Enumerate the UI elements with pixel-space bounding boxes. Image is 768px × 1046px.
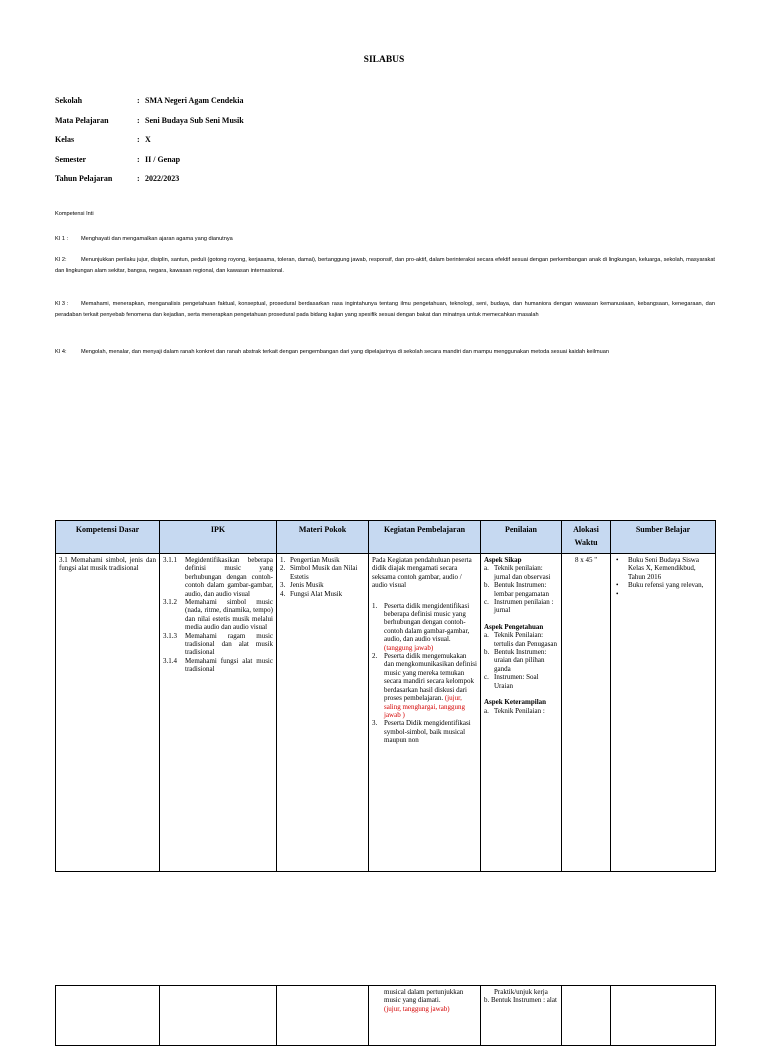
list-text: Jenis Musik <box>290 581 324 590</box>
list-item <box>280 581 365 589</box>
list-num: a. <box>484 706 489 715</box>
meta-colon: : <box>137 135 140 144</box>
ipk-item <box>163 598 273 632</box>
silabus-table <box>55 520 716 872</box>
list-text: Teknik penilaian: jurnal dan observasi <box>494 564 551 581</box>
meta-colon: : <box>137 154 140 164</box>
ki-text: Mengolah, menalar, dan menyaji dalam ranah konkret dan ranah abstrak terkait dengan pengembangan dari yang dipelajarinya di sekolah secara mandiri dan mampu menggunakan metoda sesuai kaidah keilmuan <box>81 349 610 355</box>
kegiatan-intro: Pada Kegiatan pendahuluan peserta didik diajak mengamati secara seksama contoh gambar, audio / audio visual <box>372 556 472 590</box>
ipk-item <box>163 657 273 674</box>
th-kegiatan: Kegiatan Pembelajaran <box>369 521 481 554</box>
kegiatan-step <box>372 719 477 744</box>
kegiatan-cell <box>369 986 481 1046</box>
list-num: 4. <box>280 589 286 598</box>
list-text: Teknik Penilaian: tertulis dan Penugasan <box>494 631 557 648</box>
alokasi-cell <box>562 986 611 1046</box>
meta-value: SMA Negeri Agam Cendekia <box>145 96 244 105</box>
step-num: 2. <box>372 652 378 661</box>
list-num: 1. <box>280 556 286 564</box>
list-item <box>484 598 558 615</box>
step-note: (jujur, saling menghargai, tanggung jawab ) <box>384 694 465 719</box>
meta-colon: : <box>137 174 140 183</box>
ipk-text: Megidentifikasikan beberapa definisi music yang berhubungan dengan contoh-contoh dalam gambar-gambar, audio, dan audio visual <box>185 556 273 598</box>
aspek-pengetahuan-title: Aspek Pengetahuan <box>484 622 544 631</box>
list-text: Instrumen: Soal Uraian <box>494 673 539 690</box>
silabus-table-continued <box>55 985 716 1046</box>
list-num: b. <box>484 581 490 590</box>
list-item <box>280 556 365 564</box>
list-num: c. <box>484 673 489 682</box>
ipk-num: 3.1.2 <box>163 598 177 607</box>
list-num: c. <box>484 598 489 607</box>
step-text: Peserta didik mengidentifikasi beberapa definisi music yang berhubungan dengan contoh-contoh dalam gambar-gambar, audio, dan audio visual. <box>384 601 470 644</box>
ki-label: KI 1 : <box>55 236 69 242</box>
penilaian-continued: Praktik/unjuk kerja <box>494 988 548 996</box>
meta-label: Kelas <box>55 135 75 144</box>
list-item <box>484 564 558 581</box>
kd-cell <box>56 986 160 1046</box>
kegiatan-step <box>372 652 477 719</box>
ki-2 <box>55 255 715 276</box>
ki-1 <box>55 234 715 245</box>
ipk-text: Memahami ragam music tradisional dan alat musik tradisional <box>185 631 273 657</box>
pengetahuan-list <box>484 631 558 690</box>
ipk-text: Memahami simbol music (nada, ritme, dinamika, tempo) dan nilai estetis musik melalui media audio dan audio visual <box>185 598 273 632</box>
keterampilan-list <box>484 707 558 715</box>
meta-row-tahun <box>55 174 244 194</box>
ipk-item <box>163 632 273 657</box>
ki-label: KI 3 : <box>55 301 69 307</box>
meta-value: II / Genap <box>145 154 181 164</box>
list-num: b. <box>484 648 490 657</box>
list-text: Instrumen penilaian : jurnal <box>494 598 554 615</box>
ipk-num: 3.1.4 <box>163 656 177 665</box>
list-item: • Buku Seni Budaya Siswa Kelas X, Kemendikbud, Tahun 2016 <box>614 556 712 581</box>
penilaian-cell <box>481 554 562 872</box>
ipk-num: 3.1.3 <box>163 631 177 640</box>
list-text: Fungsi Alat Musik <box>290 589 343 598</box>
meta-value: 2022/2023 <box>145 174 180 183</box>
step-note: (tanggung jawab) <box>384 643 434 652</box>
penilaian-continued: b. Bentuk Instrumen : alat <box>484 996 557 1005</box>
list-num: a. <box>484 631 489 640</box>
list-item <box>484 631 558 648</box>
ipk-text: Memahami fungsi alat music tradisional <box>185 656 273 674</box>
meta-row-sekolah <box>55 96 244 116</box>
list-text: Teknik Penilaian : <box>494 706 545 715</box>
list-num: 3. <box>280 581 286 590</box>
meta-value: Seni Budaya Sub Seni Musik <box>145 115 244 125</box>
ipk-cell <box>160 554 277 872</box>
sumber-cell <box>611 554 716 872</box>
th-materi-pokok: Materi Pokok <box>277 521 369 554</box>
step-num: 3. <box>372 719 378 728</box>
ipk-cell <box>160 986 277 1046</box>
th-kompetensi-dasar: Kompetensi Dasar <box>56 521 160 554</box>
list-item <box>484 673 558 690</box>
th-penilaian: Penilaian <box>481 521 562 554</box>
ki-label: KI 2: <box>55 257 67 263</box>
sumber-cell <box>611 986 716 1046</box>
list-item: • Buku refensi yang relevan, <box>614 581 712 589</box>
materi-list <box>280 556 365 598</box>
kegiatan-continued-note: (jujur, tanggung jawab) <box>384 1004 450 1013</box>
ipk-num: 3.1.1 <box>163 556 177 564</box>
meta-label: Semester <box>55 154 87 164</box>
materi-cell <box>277 986 369 1046</box>
ki-text: Menunjukkan perilaku jujur, disiplin, santun, peduli (gotong royong, kerjasama, toleran, damai), bertanggung jawab, responsif, dan pro-aktif, dalam berinteraksi secara efektif sesuai dengan perkembangan anak di lingkungan, keluarga, sekolah, masyarakat dan lingkungan alam sekitar, bangsa, negara, kawasan regional, dan kawasan internasional. <box>55 257 715 274</box>
th-alokasi: Alokasi Waktu <box>562 521 611 554</box>
penilaian-cell <box>481 986 562 1046</box>
list-item <box>280 590 365 598</box>
ki-heading: Kompetensi Inti <box>55 211 94 217</box>
table-header-row <box>56 521 716 554</box>
meta-label: Mata Pelajaran <box>55 115 109 125</box>
list-text: Bentuk Instrumen: lembar pengamatan <box>494 581 550 598</box>
table-row <box>56 986 716 1046</box>
step-text: Peserta Didik mengidentifikasi symbol-simbol, baik musical maupun non <box>384 719 471 745</box>
alokasi-cell: 8 x 45 " <box>562 554 611 872</box>
list-text: Bentuk Instrumen: uraian dan pilihan ganda <box>494 648 547 673</box>
table-row <box>56 554 716 872</box>
step-text: Peserta didik mengemukakan dan mengkomunikasikan definisi music yang mereka temukan secara mandiri secara kelompok berdasarkan hasil diskusi dari proses pembelajaran. <box>384 652 477 703</box>
materi-cell <box>277 554 369 872</box>
step-num: 1. <box>372 601 378 610</box>
meta-label: Sekolah <box>55 96 83 105</box>
meta-colon: : <box>137 115 140 125</box>
list-item <box>484 581 558 598</box>
meta-row-semester <box>55 155 244 175</box>
th-ipk: IPK <box>160 521 277 554</box>
th-sumber: Sumber Belajar <box>611 521 716 554</box>
aspek-sikap-title: Aspek Sikap <box>484 556 522 564</box>
list-num: 2. <box>280 564 286 573</box>
list-item <box>484 707 558 715</box>
kegiatan-step <box>372 602 477 652</box>
meta-row-kelas <box>55 135 244 155</box>
list-item <box>484 648 558 673</box>
sumber-list <box>614 556 712 590</box>
ki-text: Menghayati dan mengamalkan ajaran agama yang dianutnya <box>81 236 233 242</box>
meta-value: X <box>145 135 151 144</box>
kegiatan-continued: musical dalam pertunjukkan music yang diamati. <box>384 988 464 1005</box>
list-num: a. <box>484 564 489 573</box>
aspek-keterampilan-title: Aspek Keterampilan <box>484 698 547 707</box>
ki-label: KI 4: <box>55 349 67 355</box>
sikap-list <box>484 564 558 614</box>
meta-label: Tahun Pelajaran <box>55 174 113 183</box>
list-text: Pengertian Musik <box>290 556 340 564</box>
list-text: Simbol Musik dan Nilai Estetis <box>290 564 358 581</box>
kegiatan-cell <box>369 554 481 872</box>
meta-row-mapel <box>55 116 244 136</box>
meta-colon: : <box>137 96 140 105</box>
ki-4 <box>55 347 715 358</box>
kd-cell: 3.1 Memahami simbol, jenis dan fungsi alat musik tradisional <box>56 554 160 872</box>
page-title: SILABUS <box>363 55 405 65</box>
ipk-item <box>163 556 273 598</box>
ki-3 <box>55 299 715 320</box>
ki-text: Memahami, menerapkan, menganalisis pengetahuan faktual, konseptual, prosedural berdasarkan rasa ingintahunya tentang ilmu pengetahuan, teknologi, seni, budaya, dan humaniora dengan wawasan kemanusiaan, kebangsaan, kenegaraan, dan peradaban terkait penyebab fenomena dan kejadian, serta menerapkan pengetahuan prosedural pada bidang kajian yang spesifik sesuai dengan bakat dan minatnya untuk memecahkan masalah <box>55 301 715 318</box>
identity-block <box>55 96 244 194</box>
list-item <box>280 564 365 581</box>
